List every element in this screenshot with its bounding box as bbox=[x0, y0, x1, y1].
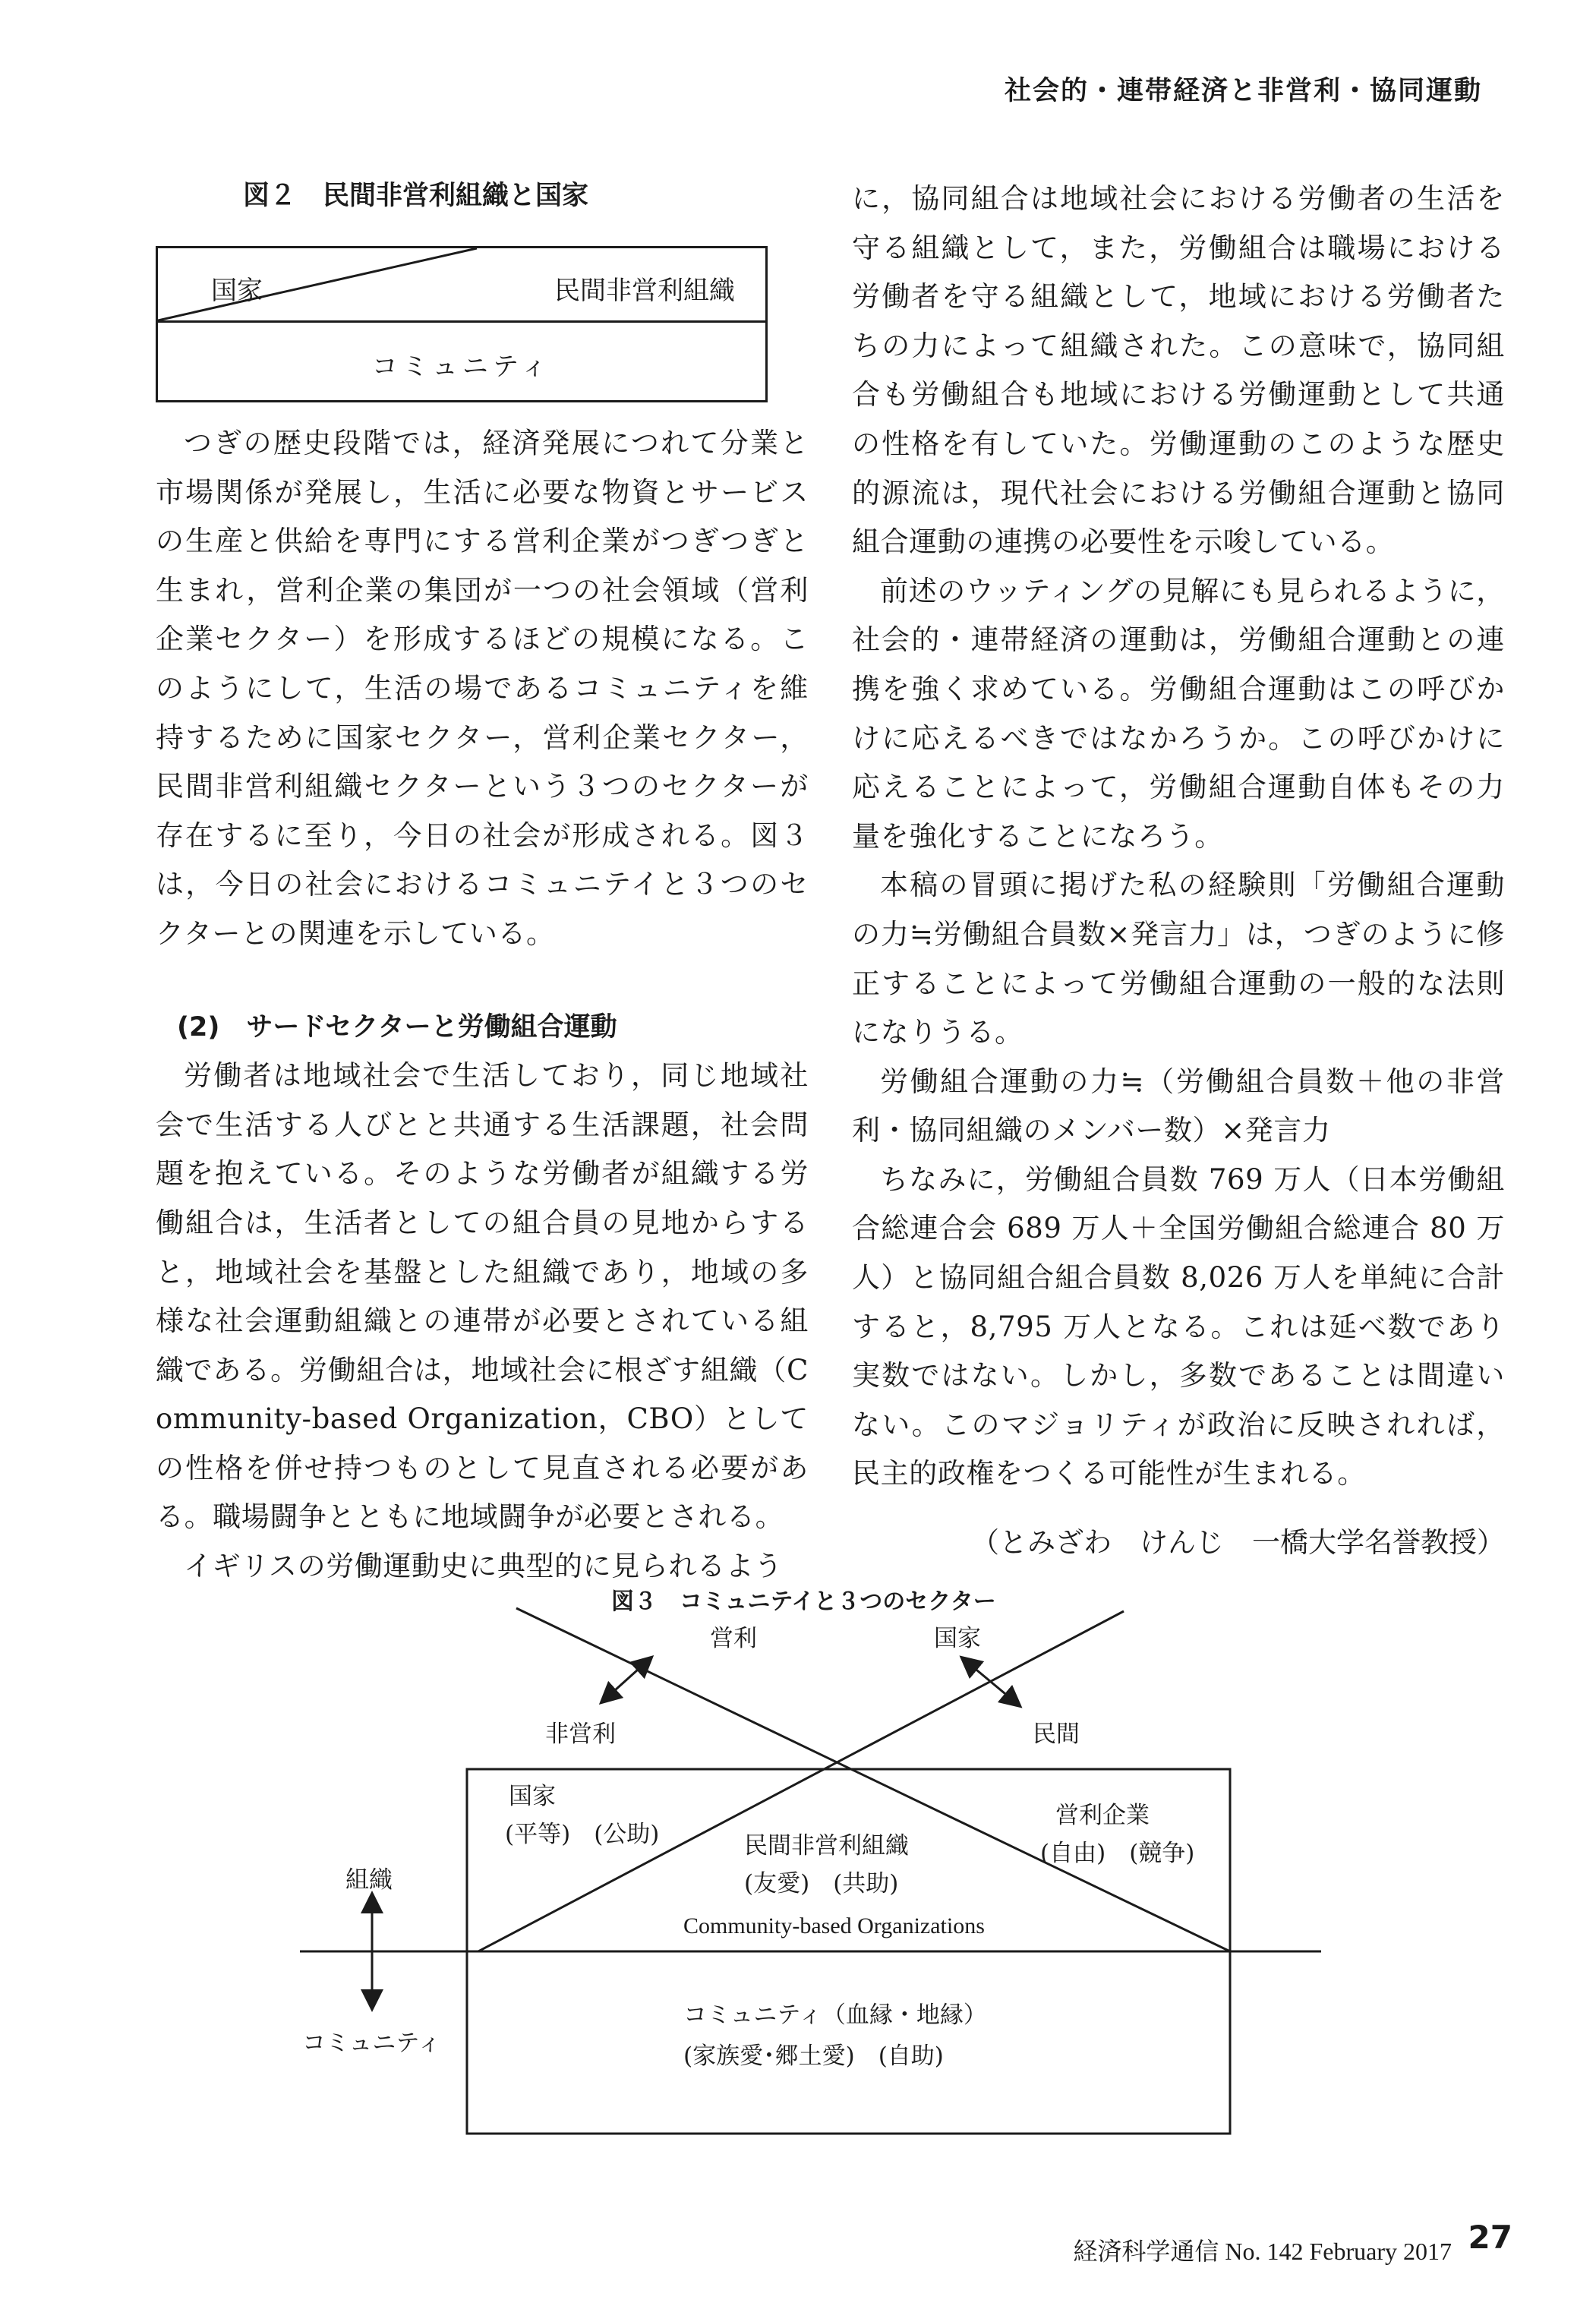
left-paragraph-1: つぎの歴史段階では，経済発展につれて分業と市場関係が発展し，生活に必要な物資とサービスの生産と供給を専門にする営利企業がつぎつぎと生まれ，営利企業の集団が一つの社会領域（営利企業セクター）を形成するほどの規模になる。このようにして，生活の場であるコミュニティを維持するために国家セクター，営利企業セクター，民間非営利組織セクターという３つのセクターが存在するに至り，今日の社会が形成される。図３は，今日の社会におけるコミュニテイと３つのセクターとの関連を示している。 bbox=[156, 427, 809, 950]
figure3-community-values: (家族愛･郷土愛) (自助) bbox=[683, 2042, 944, 2070]
left-paragraph-3: イギリスの労働運動史に典型的に見られるよう bbox=[184, 1550, 783, 1583]
journal-footer: 経済科学通信 No. 142 February 2017 bbox=[1073, 2238, 1452, 2265]
figure3-state-label: 国家 bbox=[934, 1625, 981, 1652]
figure3-box-state-values: (平等) (公助) bbox=[505, 1821, 660, 1848]
figure3-box-business: 営利企業 bbox=[1055, 1802, 1150, 1829]
figure3-box-npo-values: (友愛) (共助) bbox=[744, 1870, 899, 1897]
right-column bbox=[852, 175, 1505, 1499]
figure2-state-label: 国家 bbox=[211, 276, 263, 306]
running-head: 社会的・連帯経済と非営利・協同運動 bbox=[1004, 76, 1482, 106]
right-paragraph-2: 前述のウッティングの見解にも見られるように，社会的・連帯経済の運動は，労働組合運動との連携を強く求めている。労働組合運動はこの呼びかけに応えるべきではなかろうか。この呼びかけに応えることによって，労働組合運動自体もその力量を強化することになろう。 bbox=[852, 574, 1505, 853]
figure3-for-profit-label: 営利 bbox=[710, 1625, 757, 1652]
figure3-arrow-profit bbox=[607, 1663, 645, 1697]
page-number: 27 bbox=[1468, 2219, 1512, 2256]
left-column bbox=[156, 175, 809, 1591]
figure2-community-label: コミュニティ bbox=[371, 352, 552, 382]
figure3-cbo-label: Community-based Organizations bbox=[683, 1913, 985, 1938]
figure2-divider bbox=[158, 320, 765, 323]
figure3-diagram bbox=[289, 1587, 1367, 2149]
figure2-title: 図２ 民間非営利組織と国家 bbox=[243, 181, 589, 211]
figure3-private-label: 民間 bbox=[1033, 1721, 1080, 1748]
figure3-title: 図３ コミュニテイと３つのセクター bbox=[611, 1588, 996, 1615]
figure2-npo-label: 民間非営利組織 bbox=[554, 276, 735, 306]
right-paragraph-4: ちなみに，労働組合員数 769 万人（日本労働組合総連合会 689 万人＋全国労働組合総連合 80 万人）と協同組合組合員数 8,026 万人を単純に合計すると，8,795 万人となる。これは延べ数であり実数ではない。しかし，多数であることは間違いない。このマジョリティが政治に反映されれば，民主的政権をつくる可能性が生まれる。 bbox=[852, 1162, 1505, 1490]
figure3-diagonal-2 bbox=[478, 1611, 1124, 1951]
right-paragraph-3: 本稿の冒頭に掲げた私の経験則「労働組合運動の力≒労働組合員数×発言力」は，つぎのように修正することによって労働組合運動の一般的な法則になりうる。 bbox=[852, 869, 1505, 1049]
figure3-community-side-label: コミュニティ bbox=[302, 2030, 441, 2057]
right-paragraph-formula: 労働組合運動の力≒（労働組合員数＋他の非営利・協同組織のメンバー数）×発言力 bbox=[852, 1065, 1505, 1147]
figure3-box-npo: 民間非営利組織 bbox=[744, 1832, 909, 1860]
figure2-diagram bbox=[156, 246, 768, 402]
left-paragraph-2: 労働者は地域社会で生活しており，同じ地域社会で生活する人びとと共通する生活課題，社会問題を抱えている。そのような労働者が組織する労働組合は，生活者としての組合員の見地からすると，地域社会を基盤とした組織であり，地域の多様な社会運動組織との連帯が必要とされている組織である。労働組合は，地域社会に根ざす組織（Community-based Organization，CBO）としての性格を併せ持つものとして見直される必要がある。職場闘争とともに地域闘争が必要とされる。 bbox=[156, 1059, 809, 1534]
figure3-box-state: 国家 bbox=[509, 1783, 556, 1810]
author-signature: （とみざわ けんじ 一橋大学名誉教授） bbox=[971, 1526, 1505, 1559]
figure3-organization-label: 組織 bbox=[345, 1866, 393, 1894]
section-heading: (2) サードセクターと労働組合運動 bbox=[177, 1011, 617, 1043]
figure3-box-business-values: (自由) (競争) bbox=[1040, 1840, 1195, 1867]
figure3-diagonal-1 bbox=[516, 1608, 1230, 1951]
figure3-nonprofit-label: 非営利 bbox=[545, 1721, 616, 1748]
figure3-arrow-state bbox=[968, 1663, 1014, 1701]
figure3-community-label: コミュニティ（血縁・地縁） bbox=[683, 2001, 987, 2029]
right-paragraph-1: に，協同組合は地域社会における労働者の生活を守る組織として，また，労働組合は職場における労働者を守る組織として，地域における労働者たちの力によって組織された。この意味で，協同組合も労働組合も地域における労働運動として共通の性格を有していた。労働運動のこのような歴史的源流は，現代社会における労働組合運動と協同組合運動の連携の必要性を示唆している。 bbox=[852, 182, 1505, 559]
